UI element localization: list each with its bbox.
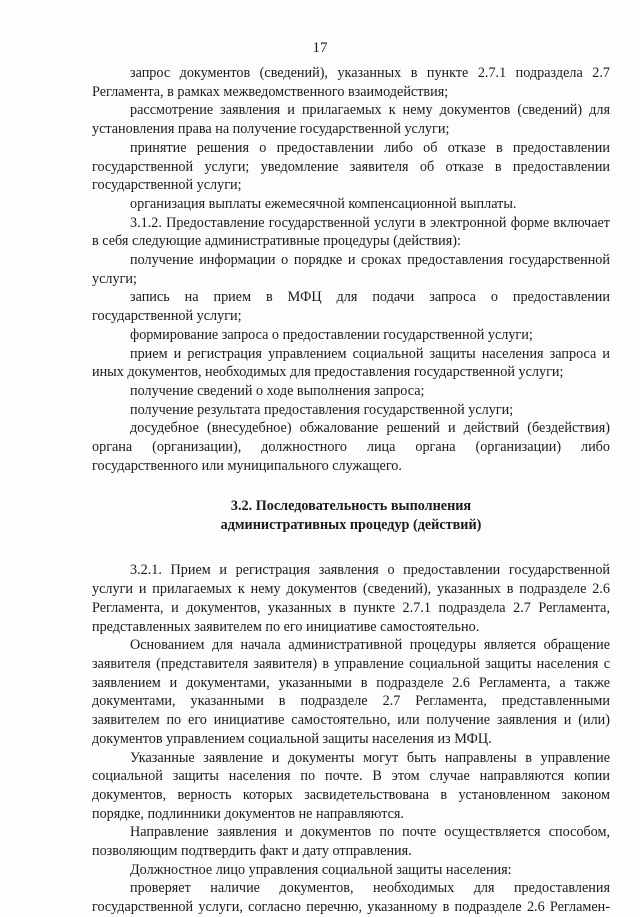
paragraph: Указанные заявление и документы могут быть направлены в управление социальной защиты населения по почте. В этом случае направляются копии документов, верность которых засвидетельствована в установленном законом порядке, подлинники документов не направляются. [92,749,610,822]
paragraph: запись на прием в МФЦ для подачи запроса о предоставлении государственной услуги; [92,289,610,325]
section-heading-line: 3.2. Последовательность выполнения [230,498,472,515]
section-heading [92,497,610,535]
paragraph: рассмотрение заявления и прилагаемых к нему документов (сведений) для установления права на получение государственной услуги; [92,102,610,138]
paragraph: досудебное (внесудебное) обжалование решений и действий (бездействия) органа (организации), должностного лица органа (организации) либо государственного или муниципального служащего. [92,420,610,474]
paragraph: формирование запроса о предоставлении государственной услуги; [130,326,533,343]
paragraph: Должностное лицо управления социальной защиты населения: [130,861,512,878]
section-heading-line: административных процедур (действий) [220,517,482,534]
paragraph: Основанием для начала административной процедуры является обращение заявителя (представителя заявителя) в управление социальной защиты населения с заявлением и документами, указанными в подразделе 2.6 Регламента, а также документами, указанными в подразделе 2.7 Регламента, представленными заявителем по его инициативе самостоятельно, или получение заявления и (или) документов управлением социальной защиты населения из МФЦ. [92,637,610,747]
section-body [92,561,610,916]
paragraph: Направление заявления и документов по почте осуществляется способом, позволяющим подтвердить факт и дату отправления. [92,824,610,860]
paragraph: организация выплаты ежемесячной компенсационной выплаты. [130,195,517,212]
paragraph: принятие решения о предоставлении либо об отказе в предоставлении государственной услуги; уведомление заявителя об отказе в предоставлении государственной услуги; [92,139,610,194]
paragraph: запрос документов (сведений), указанных в пункте 2.7.1 подраздела 2.7 Регламента, в рамках межведомственного взаимодействия; [92,65,610,100]
paragraph: получение сведений о ходе выполнения запроса; [130,382,425,399]
procedures-list [92,64,610,475]
paragraph: 3.1.2. Предоставление государственной услуги в электронной форме включает в себя следующие административные процедуры (действия): [92,214,610,250]
page-number: 17 [312,40,328,56]
paragraph: проверяет наличие документов, необходимых для предоставления государственной услуги, согласно перечню, указанному в подразделе 2.6 Регламен- [92,880,610,916]
paragraph: прием и регистрация управлением социальной защиты населения запроса и иных документов, необходимых для предоставления государственной услуги; [92,345,610,381]
paragraph: 3.2.1. Прием и регистрация заявления о предоставлении государственной услуги и прилагаемых к нему документов (сведений), указанных в подразделе 2.6 Регламента, и документов, указанных в пункте 2.7.1 подраздела 2.7 Регламента, представленных заявителем по его инициативе самостоятельно. [92,562,610,635]
paragraph: получение результата предоставления государственной услуги; [130,401,514,418]
page-body [92,64,610,917]
paragraph: получение информации о порядке и сроках предоставления государственной услуги; [92,252,610,287]
